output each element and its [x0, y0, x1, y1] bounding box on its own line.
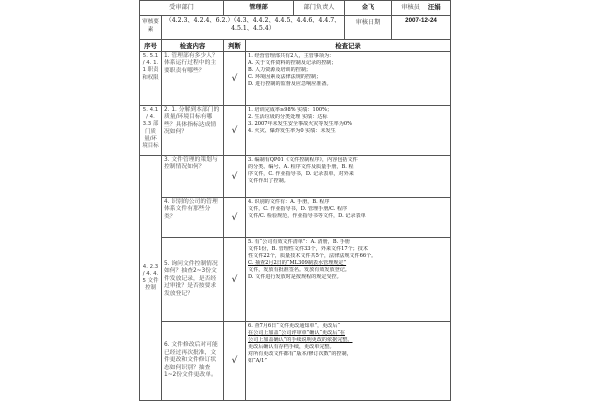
record-line: 5. 有“公司有效文件清单”：A. 清册，B. 手册: [248, 239, 350, 245]
record-line: 3. 编制有QP01《文件控制程序》，内容包括文件: [248, 157, 358, 163]
record-line: 文件，发放有批准签名。发放有效发放登记。: [248, 266, 350, 273]
head-value: 金飞: [345, 1, 392, 16]
record-line: 文件作出了控制。: [248, 177, 289, 184]
table-row: [140, 198, 451, 238]
row-section: 4. 2.3 / 4. 4. 5 文件控制: [140, 156, 162, 401]
record-line: D. 文件进行发放时是按规程的规定受控。: [248, 273, 342, 280]
record-line: 4. 识别的文件有：A. 手册，B. 程序: [248, 199, 330, 205]
scope-value: （4.2.3、4.2.4、6.2.）（4.3、4.4.2、4.4.5、4.4.6、4.4.7、4.5.1、4.5.4）: [162, 16, 345, 40]
record-line: 公司上加盖确认”的手续说明更改的依据完整。: [248, 336, 353, 343]
record-line: 2. 生活垃圾的分类处理 实绩：达标: [248, 113, 328, 120]
record-line: 序文件，C. 作业指导书，D. 记录表单，对外来: [248, 170, 354, 177]
row-record: [246, 238, 451, 322]
check-mark: √: [224, 156, 246, 198]
record-line: 性文件22个，质量技术文件共5个，法律法规文件66个。: [248, 252, 377, 259]
record-line: B. 人力资源及培训的控制；: [248, 66, 312, 73]
row-question: 1. 管理部有多少人？体系运行过程中的主要职责有哪些？: [162, 52, 224, 106]
table-row: [140, 52, 451, 106]
record-line: 更改后确认有存档手续，更改单完整。: [248, 343, 335, 350]
dept-label: 受审部门: [140, 1, 224, 16]
date-label: 审核日期: [345, 16, 392, 40]
record-line: 6. 查7月6日“文件更改通知单”，更改后“: [248, 323, 341, 329]
row-record: [246, 106, 451, 156]
table-row: [140, 322, 451, 401]
record-line: 如“A/1”: [248, 357, 267, 364]
dept-value: 管理部: [224, 1, 294, 16]
header-row-dept: [140, 1, 451, 16]
table-row: [140, 238, 451, 322]
check-mark: √: [224, 238, 246, 322]
check-mark: √: [224, 106, 246, 156]
audit-checklist-table: [139, 0, 451, 401]
record-line: D. 进行控制的监督及应急响应准备。: [248, 80, 332, 87]
record-line: C. 抽查2月2日的“ML309制表水管理规定”: [248, 259, 347, 266]
row-question: 4. 识别的公司的管理体系文件有那些分类？: [162, 198, 224, 238]
auditor-cell: [392, 1, 451, 16]
head-label: 部门负责人: [294, 1, 345, 16]
col-content: 检查内容: [162, 40, 224, 52]
col-seq: 序号: [140, 40, 162, 52]
row-question: 6. 文件修改后对可能已经过再次批准，文件更改和文件修订状态如何识别？抽查1~2份文件更改单。: [162, 322, 224, 401]
col-record: 检查记录: [246, 40, 451, 52]
row-question: 3. 文件管理的策划与控制情况如何？: [162, 156, 224, 198]
record-line: A. 关于文件资料的控制及记录的控制；: [248, 59, 337, 66]
row-record: [246, 156, 451, 198]
table-row: [140, 156, 451, 198]
row-question: 2. 1. 分解到本部门的质量/环境目标有哪些？具体指标达成情况如何？: [162, 106, 224, 156]
record-line: 文件1份，B. 管理性文件33个，外来文件17个；技术: [248, 245, 368, 252]
row-record: [246, 198, 451, 238]
table-row: [140, 106, 451, 156]
row-record: [246, 52, 451, 106]
record-line: 1. 培训完成率≥98% 实绩：100%；: [248, 107, 333, 113]
column-header-row: [140, 40, 451, 52]
record-line: 对所有更改文件都有“版本/修订次数”的控制，: [248, 350, 352, 357]
record-line: 文件/C. 检验规范，作业指导书等文件，D. 记录表单: [248, 212, 366, 219]
record-line: 1. 经营管理部共有2人，主管事项为：: [248, 53, 335, 59]
auditor-label: 审核员: [401, 4, 420, 11]
check-mark: √: [224, 52, 246, 106]
check-mark: √: [224, 322, 246, 401]
record-line: 文件，C. 作业指导书，D. 管理手册/C. 程序: [248, 205, 348, 212]
record-line: C. 环境因素及法律法规的控制；: [248, 73, 322, 80]
header-row-scope: [140, 16, 451, 40]
row-question: 5. 询问文件控制情况如何？抽查2~3份文件发放记录，是否经过审批？是否按要求发放登记？: [162, 238, 224, 322]
auditor-value: 汪娟: [427, 3, 441, 11]
record-line: 在公司上加盖“公司评审章”确认“更改后“在: [248, 329, 346, 336]
row-section: 5. 5.1 / 4. 1. 1 职责和权限: [140, 52, 162, 106]
col-judge: 判断: [224, 40, 246, 52]
record-line: 3. 2007年未发生安全事故火灾等发生率为0%: [248, 120, 352, 127]
check-mark: √: [224, 198, 246, 238]
scope-label: 审核要素: [140, 16, 162, 40]
row-section: 5. 4.1 / 4. 3.3 部门质量/环境目标: [140, 106, 162, 156]
record-line: 的分类、编号、A. 程序文件及质量手册，B. 程: [248, 163, 354, 170]
record-line: 4. 火灾、爆炸发生率为0 实绩：未发生: [248, 127, 336, 134]
date-value: 2007-12-24: [392, 16, 451, 40]
row-record: [246, 322, 451, 401]
